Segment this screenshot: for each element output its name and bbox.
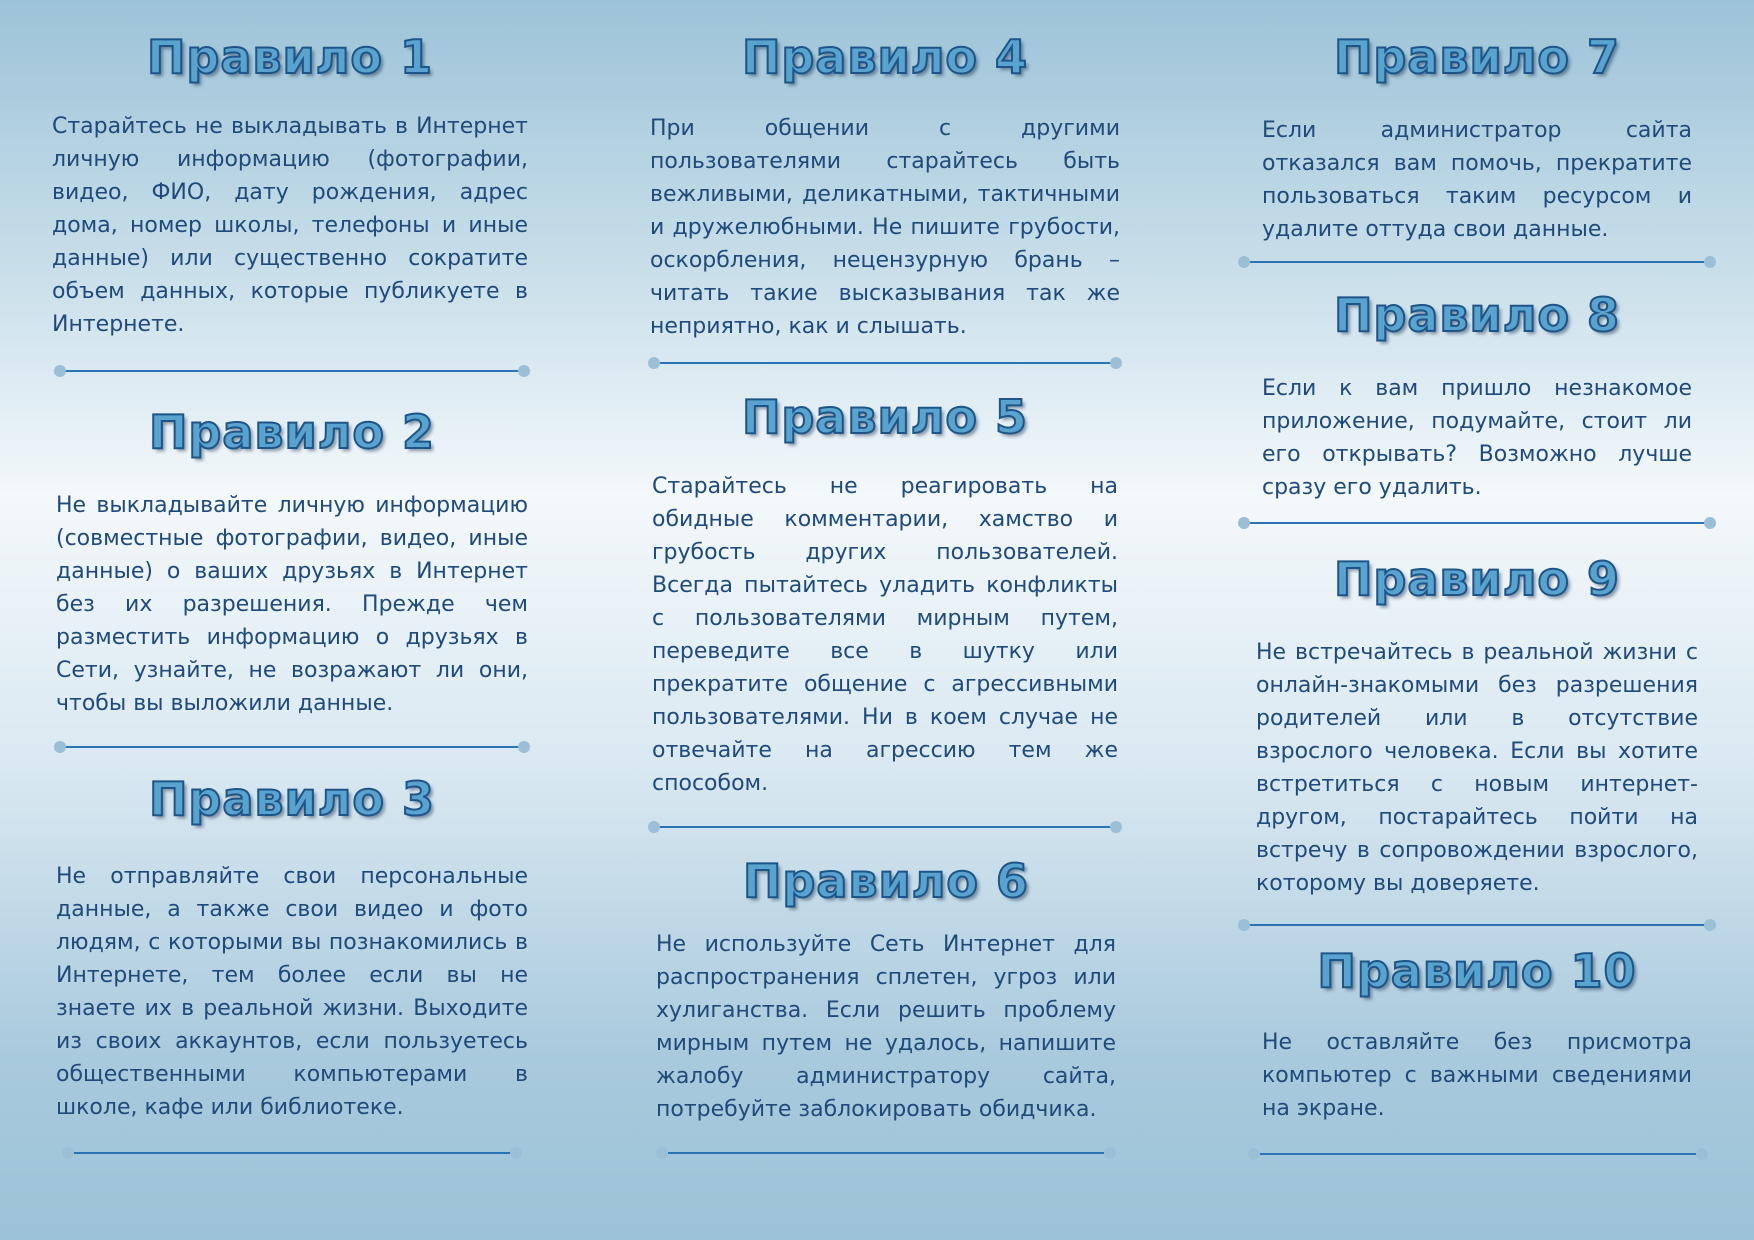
divider [654, 826, 1116, 828]
divider-dot-right [1704, 256, 1716, 268]
rule-text: Старайтесь не выкладывать в Интернет личную информацию (фотографии, видео, ФИО, дату рождения, адрес дома, номер школы, телефоны и иные данные) или существенно сократите объем данных, которые публикуете в Интернете. [52, 114, 528, 337]
rule-text: Старайтесь не реагировать на обидные комментарии, хамство и грубость других пользователей. Всегда пытайтесь уладить конфликты с пользователями мирным путем, переведите все в шутку или прекратите общение с агрессивными пользователями. Ни в коем случае не отвечайте на агрессию тем же способом. [652, 474, 1118, 796]
rule-title: Правило 8 [1333, 288, 1621, 342]
rule-3 [56, 772, 528, 1124]
divider-dot-right [510, 1147, 522, 1159]
rule-10 [1262, 944, 1692, 1125]
divider [60, 746, 524, 748]
divider-dot-right [1110, 821, 1122, 833]
divider [662, 1152, 1110, 1154]
rule-title: Правило 4 [741, 30, 1029, 84]
rule-text: Не встречайтесь в реальной жизни с онлайн-знакомыми без разрешения родителей или в отсутствие взрослого человека. Если вы хотите встретиться с новым интернет-другом, постарайтесь пойти на встречу в сопровождении взрослого, которому вы доверяете. [1256, 640, 1698, 896]
divider-dot-left [54, 741, 66, 753]
divider-dot-left [656, 1147, 668, 1159]
divider [654, 362, 1116, 364]
divider-dot-right [1110, 357, 1122, 369]
rule-1 [52, 30, 528, 341]
rule-text: Не отправляйте свои персональные данные, а также свои видео и фото людям, с которыми вы познакомились в Интернете, тем более если вы не знаете их в реальной жизни. Выходите из своих аккаунтов, если пользуетесь общественными компьютерами в школе, кафе или библиотеке. [56, 864, 528, 1120]
rule-text: При общении с другими пользователями старайтесь быть вежливыми, деликатными, тактичными и дружелюбными. Не пишите грубости, оскорбления, нецензурную брань – читать такие высказывания так же неприятно, как и слышать. [650, 116, 1120, 339]
rule-5 [652, 390, 1118, 800]
divider-dot-left [1238, 919, 1250, 931]
rule-title: Правило 2 [148, 405, 436, 459]
divider [60, 370, 524, 372]
rule-2 [56, 405, 528, 720]
rule-8 [1262, 288, 1692, 504]
divider-dot-left [54, 365, 66, 377]
rule-7 [1262, 30, 1692, 246]
rule-text: Не оставляйте без присмотра компьютер с важными сведениями на экране. [1262, 1030, 1692, 1121]
rule-6 [656, 854, 1116, 1126]
rule-title: Правило 9 [1333, 552, 1621, 606]
divider [1244, 522, 1710, 524]
rule-4 [650, 30, 1120, 343]
rule-text: Не выкладывайте личную информацию (совместные фотографии, видео, иные данные) о ваших друзьях в Интернет без их разрешения. Прежде чем разместить информацию о друзьях в Сети, узнайте, не возражают ли они, чтобы вы выложили данные. [56, 493, 528, 716]
rule-title: Правило 10 [1317, 944, 1637, 998]
divider-dot-right [518, 741, 530, 753]
rule-text: Если к вам пришло незнакомое приложение, подумайте, стоит ли его открывать? Возможно лучше сразу его удалить. [1262, 376, 1692, 500]
rule-title: Правило 6 [742, 854, 1030, 908]
divider-dot-right [1704, 517, 1716, 529]
divider-dot-right [1104, 1147, 1116, 1159]
rule-text: Не используйте Сеть Интернет для распространения сплетен, угроз или хулиганства. Если решить проблему мирным путем не удалось, напишите жалобу администратору сайта, потребуйте заблокировать обидчика. [656, 932, 1116, 1122]
divider-dot-left [1238, 517, 1250, 529]
divider-dot-right [518, 365, 530, 377]
rule-title: Правило 7 [1333, 30, 1621, 84]
divider-dot-right [1704, 919, 1716, 931]
divider-dot-left [1248, 1148, 1260, 1160]
divider-dot-left [648, 357, 660, 369]
divider-dot-left [62, 1147, 74, 1159]
rule-title: Правило 1 [146, 30, 434, 84]
rule-title: Правило 3 [148, 772, 436, 826]
rule-text: Если администратор сайта отказался вам помочь, прекратите пользоваться таким ресурсом и удалите оттуда свои данные. [1262, 118, 1692, 242]
divider [1244, 924, 1710, 926]
divider [68, 1152, 516, 1154]
rule-9 [1256, 552, 1698, 900]
divider-dot-left [1238, 256, 1250, 268]
rule-title: Правило 5 [741, 390, 1029, 444]
divider-dot-right [1696, 1148, 1708, 1160]
divider [1254, 1153, 1702, 1155]
divider-dot-left [648, 821, 660, 833]
divider [1244, 261, 1710, 263]
